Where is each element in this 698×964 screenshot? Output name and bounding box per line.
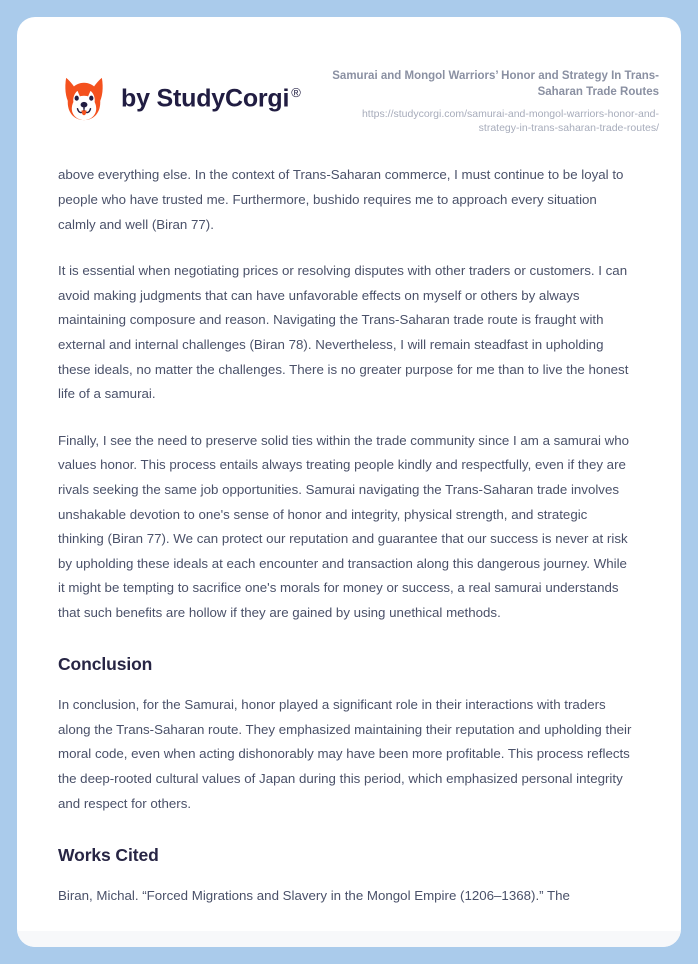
document-page-card: [17, 17, 681, 947]
body-paragraph-1: above everything else. In the context of Trans-Saharan commerce, I must continue to be loyal to people who have trusted me. Furthermore, bushido requires me to approach every situation calmly and well (Biran 77).: [58, 167, 624, 232]
brand-name-text: by StudyCorgi: [121, 84, 290, 113]
body-paragraph-2: It is essential when negotiating prices or resolving disputes with other traders or customers. I can avoid making judgments that can have unfavorable effects on myself or others by always maintaining composure and reason. Navigating the Trans-Saharan trade route is fraught with external and internal challenges (Biran 78). Nevertheless, I will remain steadfast in upholding these ideals, no matter the challenges. There is no greater purpose for me than to live the honest life of a samurai.: [58, 263, 629, 402]
document-url[interactable]: https://studycorgi.com/samurai-and-mongol-warriors-honor-and-strategy-in-trans-saharan-trade-routes/: [361, 108, 659, 135]
body-paragraph-3: Finally, I see the need to preserve solid ties within the trade community since I am a samurai who values honor. This process entails always treating people kindly and respectfully, even if they are rivals seeking the same job opportunities. Samurai navigating the Trans-Saharan trade involves unshakable devotion to one's sense of honor and integrity, physical strength, and strategic thinking (Biran 77). We can protect our reputation and guarantee that our success is never at risk by upholding these ideals at each encounter and transaction along this dangerous journey. While it might be tempting to sacrifice one's morals for money or success, a real samurai understands that such benefits are hollow if they are gained by using unethical methods.: [58, 432, 630, 620]
conclusion-paragraph: In conclusion, for the Samurai, honor played a significant role in their interactions with traders along the Trans-Saharan route. They emphasized maintaining their reputation and upholding their moral code, even when acting dishonorably may have been more profitable. This process reflects the deep-rooted cultural values of Japan during this period, which emphasized personal integrity and respect for others.: [58, 697, 632, 811]
brand-wordmark: [121, 86, 301, 111]
document-title: Samurai and Mongol Warriors’ Honor and Strategy In Trans-Saharan Trade Routes: [332, 70, 659, 98]
conclusion-heading: Conclusion: [58, 654, 153, 675]
works-cited-entry: Biran, Michal. “Forced Migrations and Slavery in the Mongol Empire (1206–1368).” The: [58, 887, 570, 903]
document-body: [17, 135, 681, 908]
document-header: [17, 17, 681, 135]
corgi-face-icon: [58, 73, 110, 125]
page-footer-strip: [17, 931, 681, 947]
document-meta: [329, 67, 659, 135]
registered-trademark-icon: ®: [291, 85, 301, 101]
studycorgi-brand[interactable]: [58, 67, 301, 125]
works-cited-heading: Works Cited: [58, 845, 159, 866]
